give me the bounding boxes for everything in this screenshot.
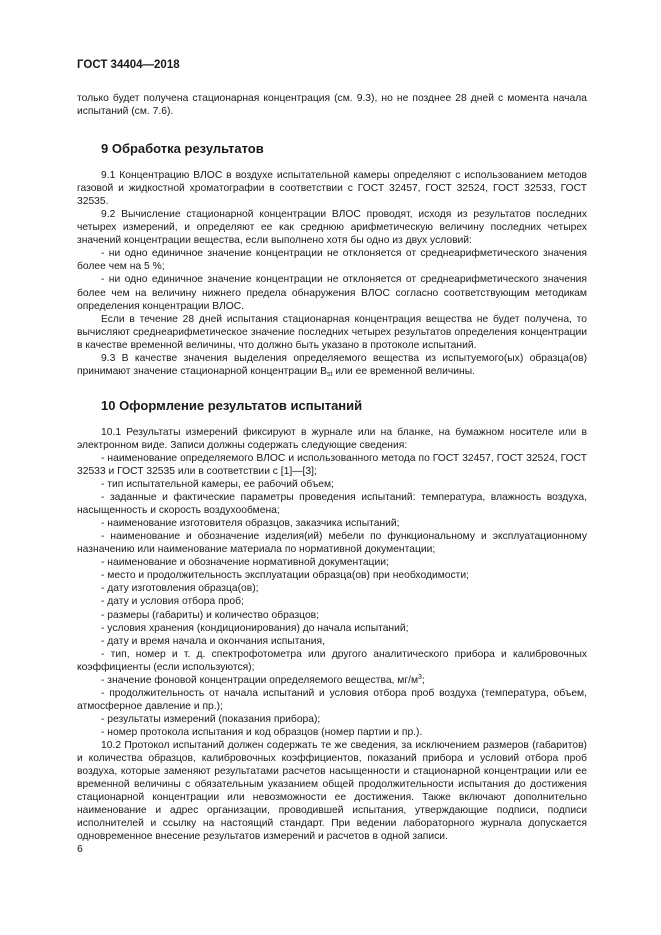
- list-item: - заданные и фактические параметры проведения испытаний: температура, влажность воздуха, насыщенность и скорость воздухообмена;: [77, 492, 587, 517]
- list-item: - наименование и обозначение изделия(ий) мебели по функциональному и эксплуатационному назначению или наименование материала по нормативной документации;: [77, 531, 587, 556]
- list-item-background-concentration: [77, 674, 587, 687]
- para-9-2: 9.2 Вычисление стационарной концентрации ВЛОС проводят, исходя из результатов последних четырех измерений, и определяют ее как среднюю арифметическую величину последних четырех значений концентрации вещества, если выполнено хотя бы одно из двух условий:: [77, 209, 587, 247]
- para-9-2-cond-1: - ни одно единичное значение концентрации не отклоняется от среднеарифметического значения более чем на 5 %;: [77, 248, 587, 273]
- list-item: - условия хранения (кондиционирования) до начала испытаний;: [101, 622, 409, 634]
- document-page: [77, 58, 587, 843]
- para-9-2-cond-2: - ни одно единичное значение концентрации не отклоняется от среднеарифметического значения более чем на величину нижнего предела обнаружения ВЛОС согласно соответствующим методикам определения концентрации ВЛОС.: [77, 274, 587, 312]
- para-9-2-note: Если в течение 28 дней испытания стационарная концентрация вещества не будет получена, то вычисляют среднеарифметическое значение последних четырех результатов определения концентрации в качестве временной величины, что должно быть указано в протоколе испытаний.: [77, 313, 587, 351]
- conc-tail: ;: [421, 674, 425, 686]
- para-9-3-text-a: 9.3 В качестве значения выделения определяемого вещества из испытуемого(ых) образца(ов) принимают значение стационарной концентрации B: [77, 352, 587, 377]
- list-item: - дату изготовления образца(ов);: [101, 583, 259, 595]
- para-9-1: 9.1 Концентрацию ВЛОС в воздухе испытательной камеры определяют с использованием методов газовой и жидкостной хроматографии в соответствии с ГОСТ 32457, ГОСТ 32524, ГОСТ 32533, ГОСТ 32535.: [77, 170, 587, 208]
- list-item: - дату и время начала и окончания испытания,: [101, 635, 325, 647]
- conc-text: - значение фоновой концентрации определяемого вещества, мг/м: [101, 674, 419, 686]
- para-10-1: 10.1 Результаты измерений фиксируют в журнале или на бланке, на бумажном носителе или в электронном виде. Записи должны содержать следующие сведения:: [77, 426, 587, 451]
- list-item: - размеры (габариты) и количество образцов;: [101, 609, 320, 621]
- para-9-3-subscript: st: [326, 370, 333, 378]
- para-9-3-text-b: или ее временной величины.: [332, 365, 475, 377]
- page-number: 6: [77, 843, 83, 855]
- list-item: - номер протокола испытания и код образцов (номер партии и пр.).: [101, 726, 423, 738]
- list-item: - наименование изготовителя образцов, заказчика испытаний;: [101, 518, 400, 530]
- list-item: - тип испытательной камеры, ее рабочий объем;: [101, 479, 334, 491]
- section-10-title: 10 Оформление результатов испытаний: [101, 397, 363, 413]
- list-item: - наименование и обозначение нормативной документации;: [101, 557, 389, 569]
- list-item: - тип, номер и т. д. спектрофотометра или другого аналитического прибора и калибровочных коэффициенты (если используются);: [77, 648, 587, 673]
- list-item: - место и продолжительность эксплуатации образца(ов) при необходимости;: [101, 570, 470, 582]
- list-item: - продолжительность от начала испытаний и условия отбора проб воздуха (температура, объем, атмосферное давление и пр.);: [77, 687, 587, 712]
- list-item: - дату и условия отбора проб;: [101, 596, 244, 608]
- section-9-title: 9 Обработка результатов: [101, 141, 264, 157]
- para-10-2: 10.2 Протокол испытаний должен содержать те же сведения, за исключением размеров (габаритов) и количества образцов, калибровочных коэффициентов, показаний прибора и условий отбора проб воздуха, которые заменяют результатами расчетов насыщенности и стационарной концентрации или ее временной величины с обязательным указанием общей продолжительности испытания до достижения стационарной концентрации или невозможности ее достижения. Также включают дополнительно наименование и адрес организации, проводившей испытания, утверждающие подписи, подписи исполнителей и ссылку на настоящий стандарт. При ведении лабораторного журнала допускается одновременное внесение результатов измерений и расчетов в одной записи.: [77, 739, 587, 843]
- list-item: - наименование определяемого ВЛОС и использованного метода по ГОСТ 32457, ГОСТ 32524, ГОСТ 32533 и ГОСТ 32535 или в соответствии с [1]—[3];: [77, 452, 587, 477]
- document-header: ГОСТ 34404—2018: [77, 59, 180, 71]
- para-9-3: [77, 352, 587, 378]
- conc-superscript: 3: [418, 673, 422, 681]
- intro-paragraph: только будет получена стационарная концентрация (см. 9.3), но не позднее 28 дней с момента начала испытаний (см. 7.6).: [77, 93, 587, 118]
- list-item: - результаты измерений (показания прибора);: [101, 713, 321, 725]
